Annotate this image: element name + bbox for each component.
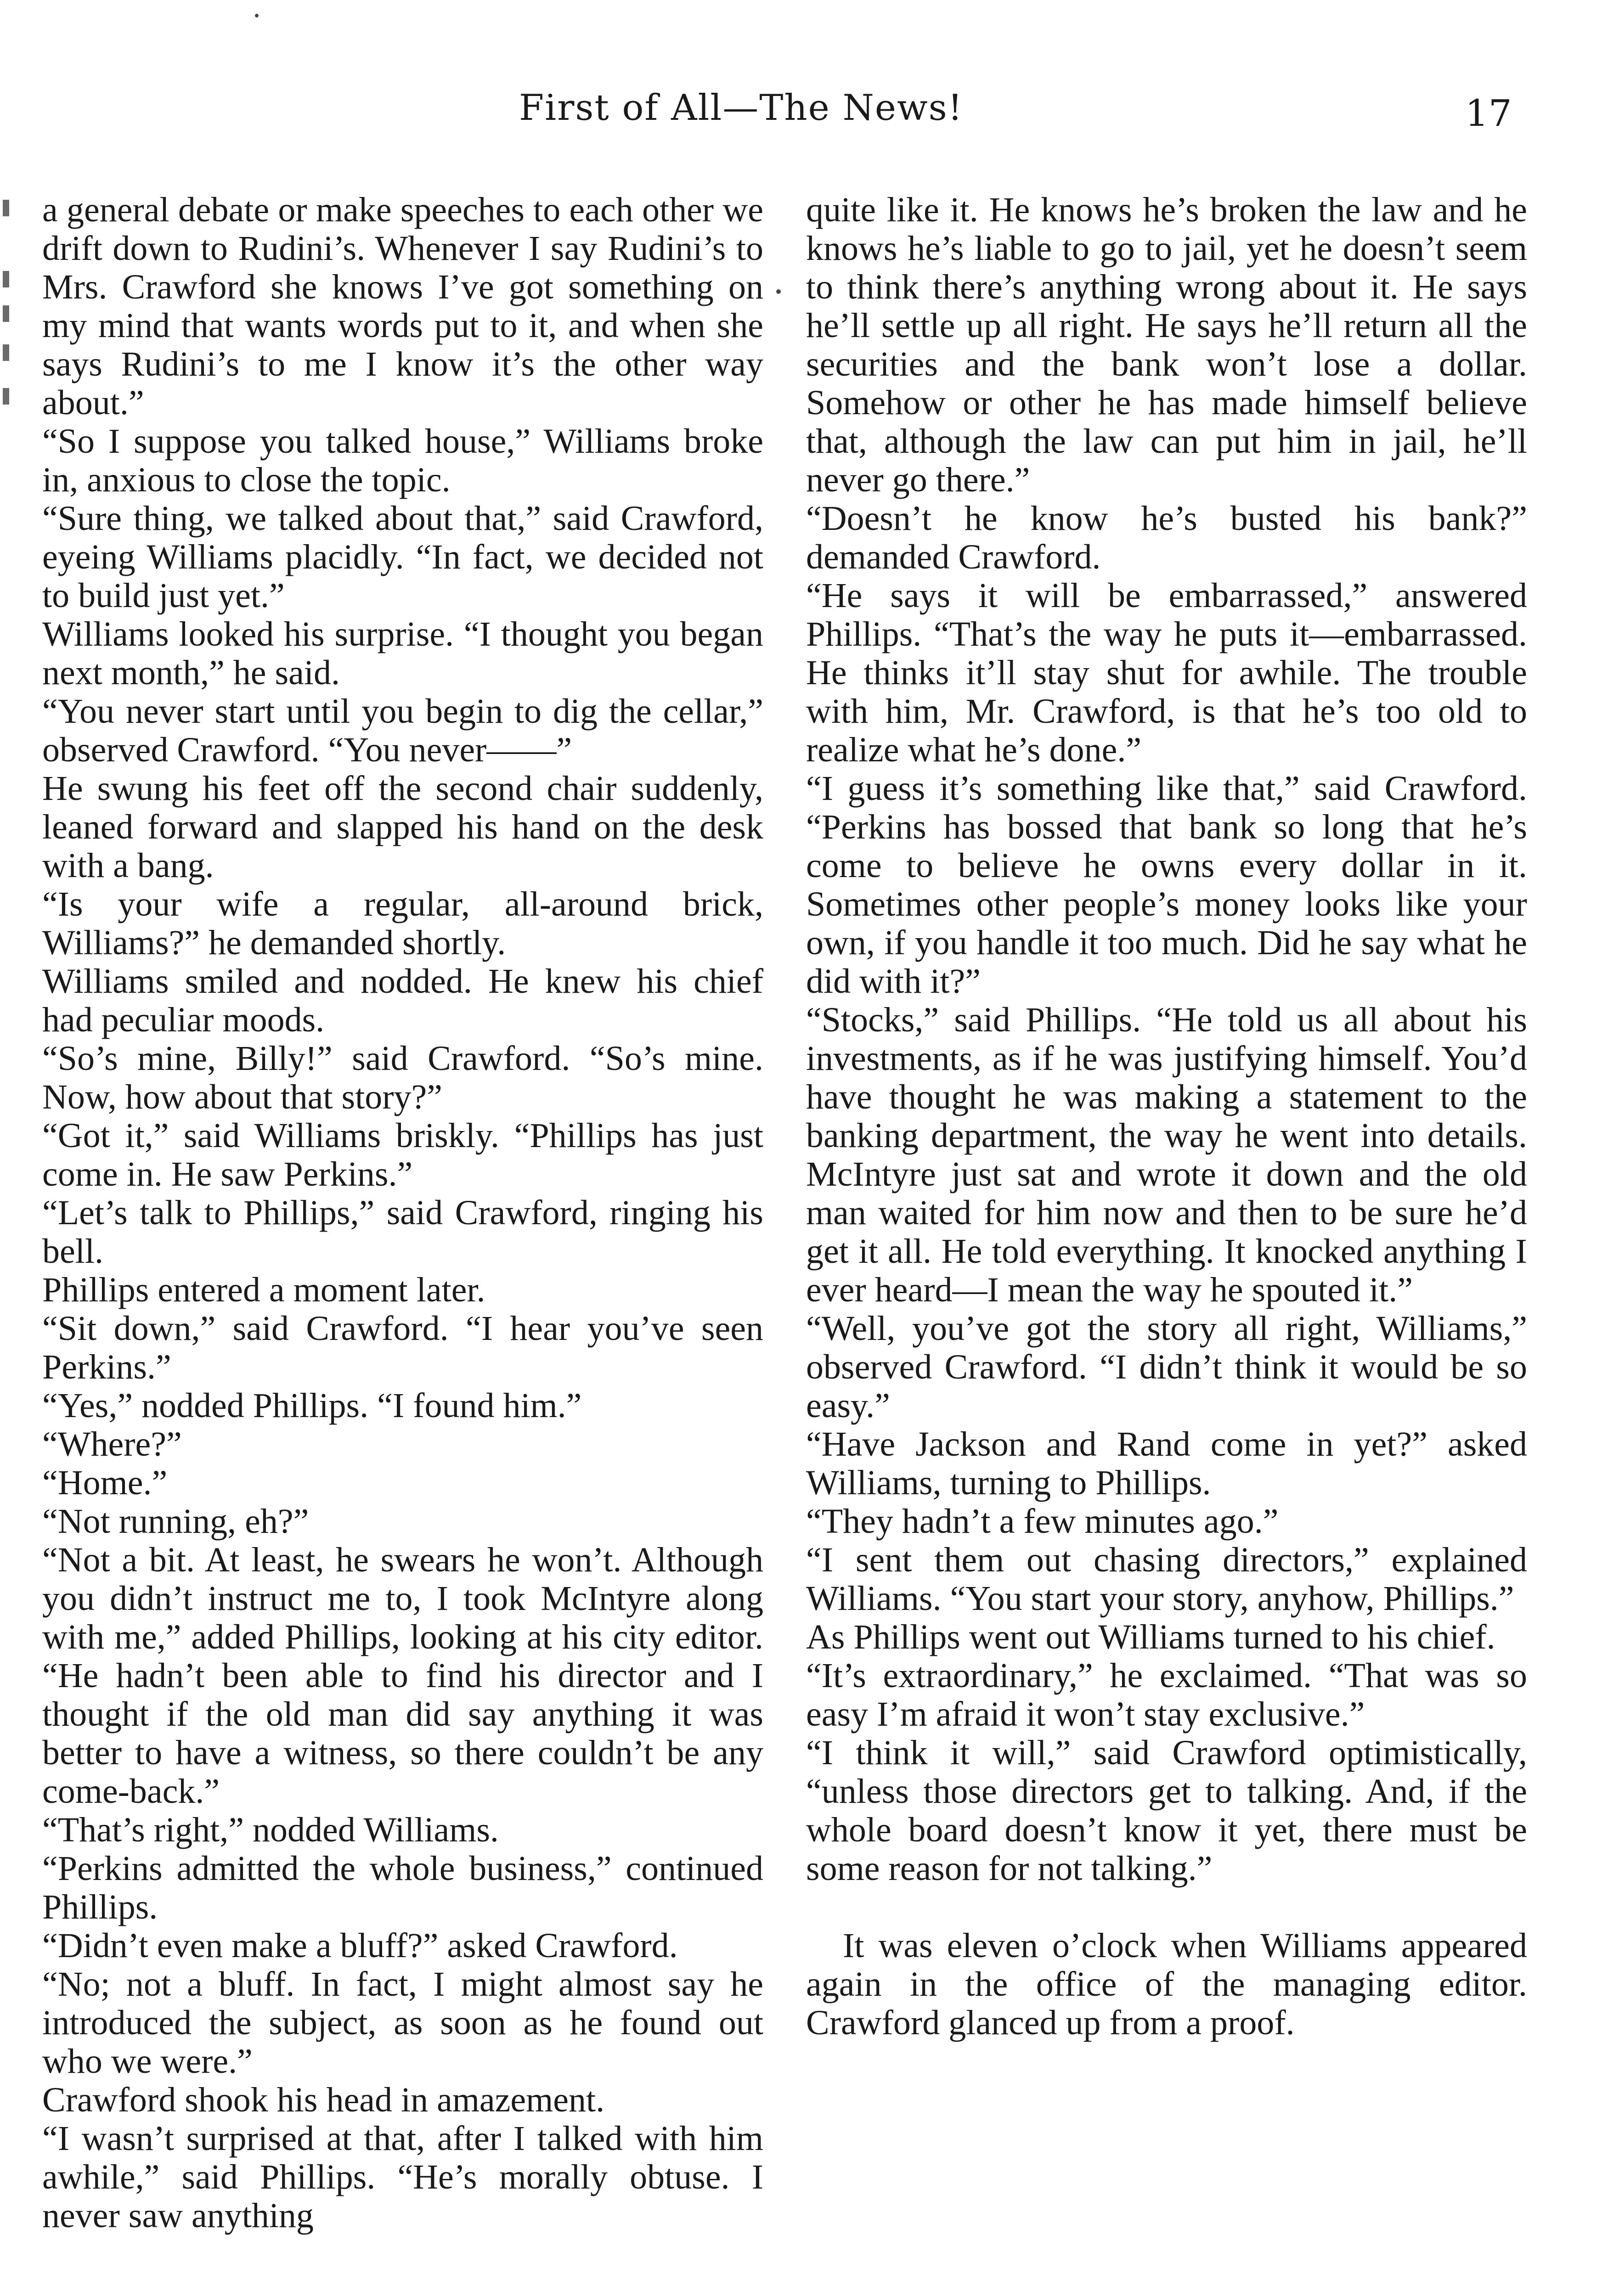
page-number: 17 <box>1465 92 1512 135</box>
paragraph: Williams looked his surprise. “I thought you began next month,” he said. <box>42 615 763 692</box>
paragraph: “It’s extraordinary,” he exclaimed. “That was so easy I’m afraid it won’t stay exclusive.” <box>806 1656 1527 1733</box>
paragraph: “So I suppose you talked house,” Williams broke in, anxious to close the topic. <box>42 422 763 499</box>
paragraph: He swung his feet off the second chair suddenly, leaned forward and slapped his hand on the desk with a bang. <box>42 769 763 885</box>
paragraph: “Well, you’ve got the story all right, Williams,” observed Crawford. “I didn’t think it would be so easy.” <box>806 1309 1527 1425</box>
margin-mark <box>3 271 9 287</box>
paragraph: “Didn’t even make a bluff?” asked Crawford. <box>42 1926 678 1965</box>
paragraph: “Got it,” said Williams briskly. “Phillips has just come in. He saw Perkins.” <box>42 1116 763 1193</box>
paragraph: “That’s right,” nodded Williams. <box>42 1811 499 1849</box>
paragraph: “I sent them out chasing directors,” explained Williams. “You start your story, anyhow, Phillips.” <box>806 1541 1527 1618</box>
paragraph: “I guess it’s something like that,” said Crawford. “Perkins has bossed that bank so long that he’s come to believe he owns every dollar in it. Sometimes other people’s money looks like your own, if you handle it too much. Did he say what he did with it?” <box>806 769 1527 1001</box>
paragraph: As Phillips went out Williams turned to his chief. <box>806 1618 1495 1656</box>
paragraph: quite like it. He knows he’s broken the law and he knows he’s liable to go to jail, yet he doesn’t seem to think there’s anything wrong about it. He says he’ll settle up all right. He says he’ll return all the securities and the bank won’t lose a dollar. Somehow or other he has made himself believe that, although the law can put him in jail, he’ll never go there.” <box>806 191 1527 499</box>
paragraph: “Stocks,” said Phillips. “He told us all about his investments, as if he was justifying himself. You’d have thought he was making a statement to the banking department, the way he went into details. McIntyre just sat and wrote it down and the old man waited for him now and then to be sure he’d get it all. He told everything. It knocked anything I ever heard—I mean the way he spouted it.” <box>806 1001 1527 1309</box>
paragraph: “No; not a bluff. In fact, I might almost say he introduced the subject, as soon as he found out who we were.” <box>42 1965 763 2081</box>
paragraph: “Have Jackson and Rand come in yet?” asked Williams, turning to Phillips. <box>806 1425 1527 1502</box>
paragraph: “They hadn’t a few minutes ago.” <box>806 1502 1279 1541</box>
paragraph: “Home.” <box>42 1463 168 1502</box>
paragraph: a general debate or make speeches to each other we drift down to Rudini’s. Whenever I say Rudini’s to Mrs. Crawford she knows I’ve got something on my mind that wants words put to it, and when she says Rudini’s to me I know it’s the other way about.” <box>42 191 763 422</box>
margin-mark <box>3 200 9 216</box>
left-column <box>42 191 763 2235</box>
paragraph: Williams smiled and nodded. He knew his chief had peculiar moods. <box>42 962 763 1039</box>
paragraph: “So’s mine, Billy!” said Crawford. “So’s mine. Now, how about that story?” <box>42 1039 763 1116</box>
margin-mark <box>3 344 9 361</box>
print-speck <box>255 14 259 17</box>
paragraph: Phillips entered a moment later. <box>42 1271 485 1309</box>
paragraph: “Sit down,” said Crawford. “I hear you’ve seen Perkins.” <box>42 1309 763 1386</box>
paragraph: “Not a bit. At least, he swears he won’t. Although you didn’t instruct me to, I took McIntyre along with me,” added Phillips, looking at his city editor. “He hadn’t been able to find his director and I thought if the old man did say anything it was better to have a witness, so there couldn’t be any come-back.” <box>42 1541 763 1811</box>
paragraph: “I wasn’t surprised at that, after I talked with him awhile,” said Phillips. “He’s morally obtuse. I never saw anything <box>42 2119 763 2235</box>
paragraph: “Where?” <box>42 1425 182 1463</box>
paragraph-section-start: It was eleven o’clock when Williams appeared again in the office of the managing editor. Crawford glanced up from a proof. <box>806 1926 1527 2042</box>
paragraph: “Sure thing, we talked about that,” said Crawford, eyeing Williams placidly. “In fact, we decided not to build just yet.” <box>42 499 763 615</box>
paragraph: “Let’s talk to Phillips,” said Crawford, ringing his bell. <box>42 1193 763 1271</box>
right-column <box>806 191 1527 2042</box>
paragraph: “I think it will,” said Crawford optimistically, “unless those directors get to talking. And, if the whole board doesn’t know it yet, there must be some reason for not talking.” <box>806 1733 1527 1888</box>
paragraph: “He says it will be embarrassed,” answered Phillips. “That’s the way he puts it—embarrassed. He thinks it’ll stay shut for awhile. The trouble with him, Mr. Crawford, is that he’s too old to realize what he’s done.” <box>806 576 1527 769</box>
print-speck <box>776 289 781 294</box>
paragraph: “Doesn’t he know he’s busted his bank?” demanded Crawford. <box>806 499 1527 576</box>
margin-mark <box>3 388 9 405</box>
paragraph: “Yes,” nodded Phillips. “I found him.” <box>42 1386 582 1425</box>
running-title: First of All—The News! <box>519 87 964 129</box>
paragraph: “Not running, eh?” <box>42 1502 309 1541</box>
paragraph: “Is your wife a regular, all-around brick, Williams?” he demanded shortly. <box>42 885 763 962</box>
paragraph: Crawford shook his head in amazement. <box>42 2081 605 2119</box>
margin-mark <box>3 305 9 322</box>
paragraph: “You never start until you begin to dig the cellar,” observed Crawford. “You never——” <box>42 692 763 769</box>
paragraph: “Perkins admitted the whole business,” continued Phillips. <box>42 1849 763 1926</box>
